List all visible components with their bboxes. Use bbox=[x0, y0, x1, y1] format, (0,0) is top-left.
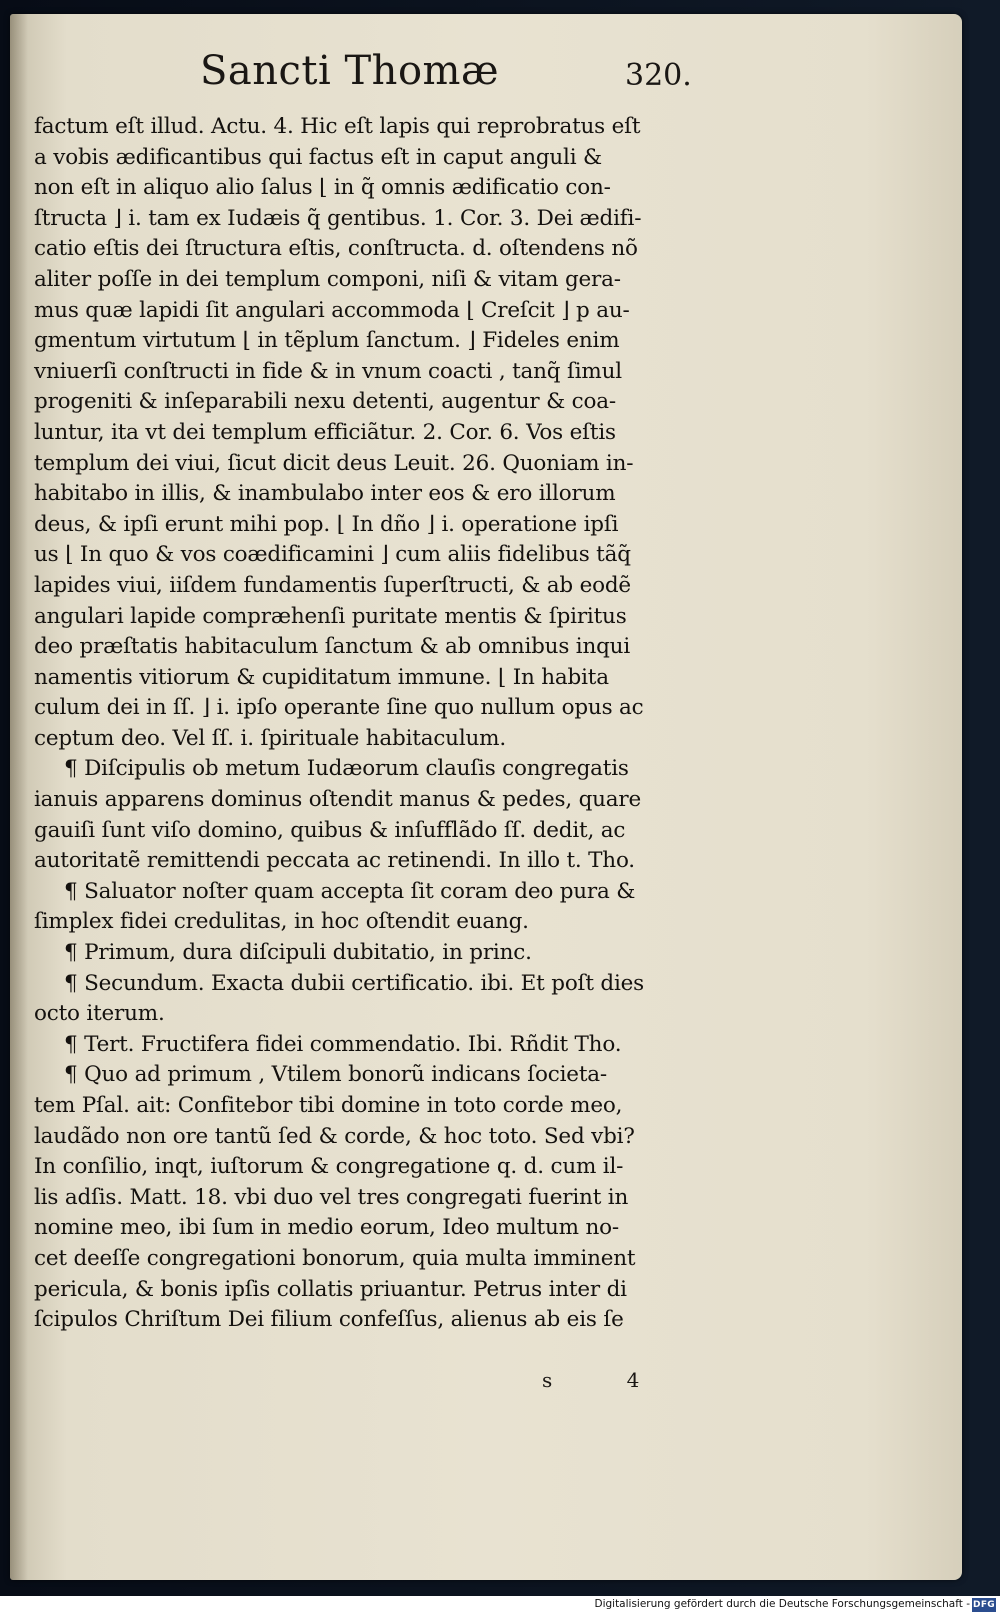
text-line: cet deeſſe congregationi bonorum, quia multa imminent bbox=[34, 1245, 636, 1271]
text-line: progeniti & inſeparabili nexu detenti, augentur & coa- bbox=[34, 389, 616, 415]
text-line: nomine meo, ibi ſum in medio eorum, Ideo multum no- bbox=[34, 1215, 619, 1241]
text-line: deus, & ipſi erunt mihi pop. ⌊ In dño ⌋ i. operatione ipſi bbox=[34, 511, 619, 537]
text-line: octo iterum. bbox=[34, 1001, 165, 1027]
text-line: vniuerſi conſtructi in fide & in vnum coacti , tanq̃ ſimul bbox=[34, 358, 622, 384]
text-line: non eſt in aliquo alio ſalus ⌊ in q̃ omnis ædificatio con- bbox=[34, 175, 611, 201]
text-line: luntur, ita vt dei templum efficiãtur. 2. Cor. 6. Vos eſtis bbox=[34, 419, 616, 445]
text-line: lis adſis. Matt. 18. vbi duo vel tres congregati fuerint in bbox=[34, 1184, 629, 1210]
text-line: a vobis ædificantibus qui factus eſt in caput anguli & bbox=[34, 144, 602, 170]
text-line: ſcipulos Chriſtum Dei filium confeſſus, alienus ab eis ſe bbox=[34, 1307, 624, 1333]
text-line: tem Pſal. ait: Confitebor tibi domine in toto corde meo, bbox=[34, 1093, 623, 1118]
text-line: mus quæ lapidi ſit angulari accommoda ⌊ Creſcit ⌋ p au- bbox=[34, 297, 630, 323]
folio-number: 320. bbox=[625, 58, 692, 93]
text-line: culum dei in ſſ. ⌋ i. ipſo operante ſine quo nullum opus ac bbox=[34, 695, 644, 721]
text-line: ¶ Secundum. Exacta dubii certificatio. ibi. Et poſt dies bbox=[64, 970, 644, 996]
text-line: ¶ Primum, dura diſcipuli dubitatio, in princ. bbox=[64, 940, 532, 966]
text-line: ceptum deo. Vel ſſ. i. ſpirituale habitaculum. bbox=[34, 725, 506, 751]
text-line: templum dei viui, ſicut dicit deus Leuit. 26. Quoniam in- bbox=[34, 450, 634, 476]
text-line: lapides viui, iiſdem fundamentis ſuperſtructi, & ab eodẽ bbox=[34, 572, 631, 598]
text-line: autoritatẽ remittendi peccata ac retinendi. In illo t. Tho. bbox=[34, 848, 635, 874]
text-line: ¶ Tert. Fructifera fidei commendatio. Ibi. Rñdit Tho. bbox=[64, 1031, 622, 1057]
text-line: deo præſtatis habitaculum ſanctum & ab omnibus inqui bbox=[34, 634, 631, 660]
text-line: aliter poſſe in dei templum componi, niſi & vitam gera- bbox=[34, 266, 621, 292]
text-line: angulari lapide compræhenſi puritate mentis & ſpiritus bbox=[34, 603, 627, 629]
text-line: habitabo in illis, & inambulabo inter eos & ero illorum bbox=[34, 481, 616, 507]
text-line: ¶ Diſcipulis ob metum Iudæorum clauſis congregatis bbox=[64, 756, 629, 782]
text-line: factum eſt illud. Actu. 4. Hic eſt lapis qui reprobratus eſt bbox=[34, 114, 641, 139]
text-line: namentis vitiorum & cupiditatum immune. ⌊ In habita bbox=[34, 664, 609, 690]
text-line: catio eſtis dei ſtructura eſtis, conſtructa. d. oſtendens nõ bbox=[34, 236, 638, 262]
text-line: gauiſi ſunt viſo domino, quibus & inſufflãdo ſſ. dedit, ac bbox=[34, 817, 626, 843]
text-line: In conſilio, inqt, iuſtorum & congregatione q. d. cum il- bbox=[34, 1154, 624, 1180]
text-line: ¶ Quo ad primum , Vtilem bonorũ indicans ſocieta- bbox=[64, 1062, 607, 1088]
text-line: gmentum virtutum ⌊ in tẽplum ſanctum. ⌋ Fideles enim bbox=[34, 328, 620, 354]
body-text bbox=[34, 112, 724, 1336]
signature-mark: s 4 bbox=[542, 1368, 674, 1392]
text-line: ſtructa ⌋ i. tam ex Iudæis q̃ gentibus. 1. Cor. 3. Dei ædifi- bbox=[34, 205, 642, 231]
text-line: ſimplex fidei credulitas, in hoc oſtendit euang. bbox=[34, 909, 529, 935]
text-line: us ⌊ In quo & vos coædificamini ⌋ cum aliis fidelibus tãq̃ bbox=[34, 542, 631, 568]
text-line: pericula, & bonis ipſis collatis priuantur. Petrus inter di bbox=[34, 1276, 627, 1302]
text-line: ¶ Saluator noſter quam accepta ſit coram deo pura & bbox=[64, 878, 636, 904]
text-line: laudãdo non ore tantũ ſed & corde, & hoc toto. Sed vbi? bbox=[34, 1123, 635, 1149]
digitization-credit: Digitalisierung gefördert durch die Deutsche Forschungsgemeinschaft - bbox=[594, 1598, 970, 1610]
dfg-logo: DFG bbox=[973, 1600, 995, 1610]
text-line: ianuis apparens dominus oſtendit manus & pedes, quare bbox=[34, 787, 642, 813]
running-head: Sancti Thomæ bbox=[200, 48, 500, 94]
